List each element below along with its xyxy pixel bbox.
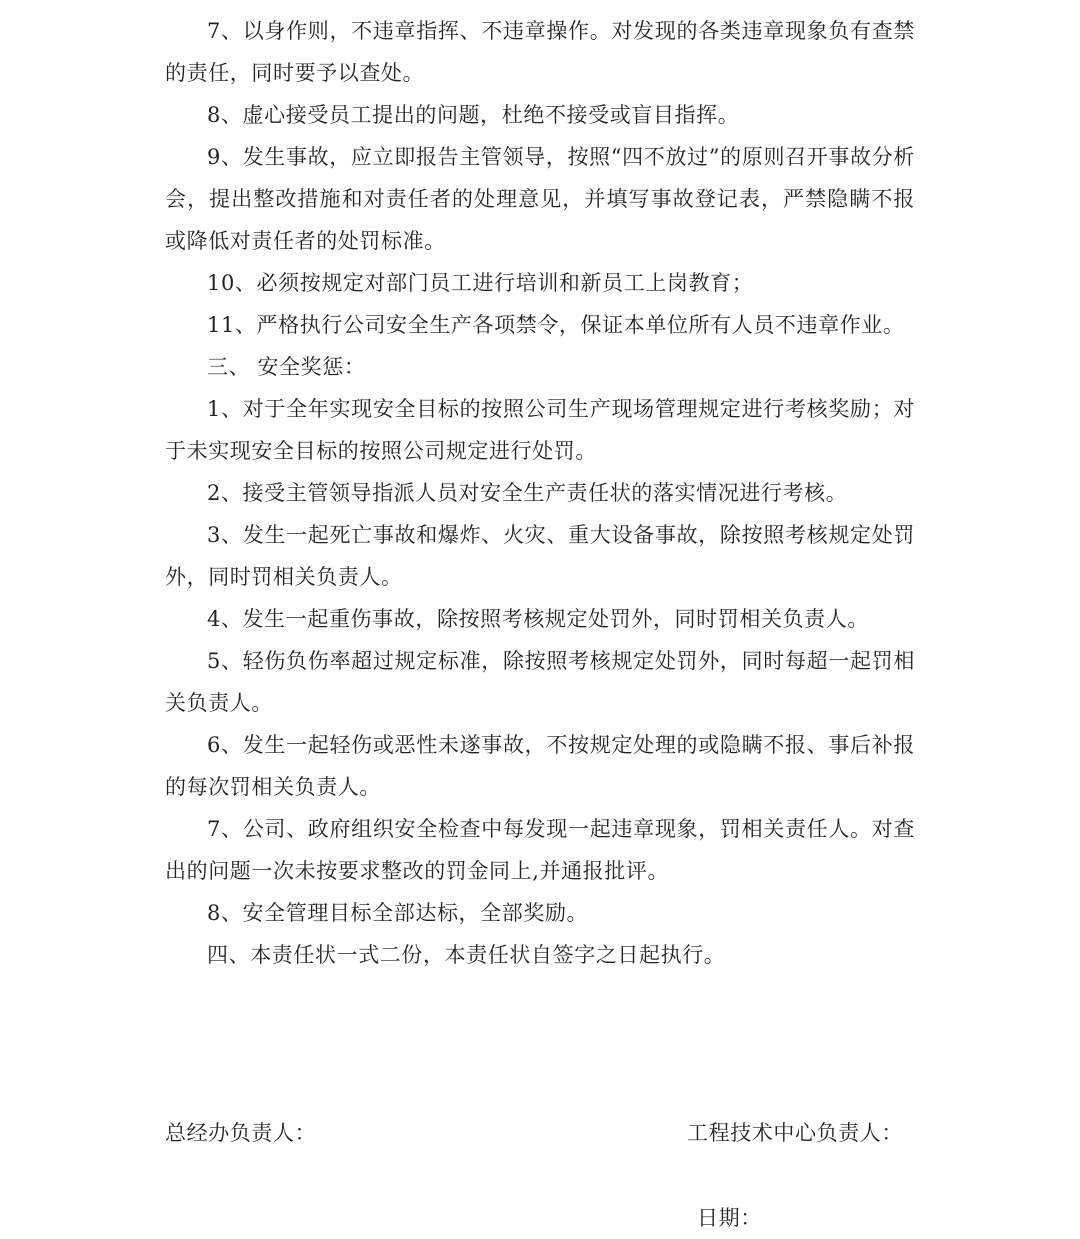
section-four-copies: 四、本责任状一式二份，本责任状自签字之日起执行。 xyxy=(207,943,726,967)
paragraph-11-safety-bans: 11、严格执行公司安全生产各项禁令，保证本单位所有人员不违章作业。 xyxy=(207,313,905,337)
reward-item-2: 2、接受主管领导指派人员对安全生产责任状的落实情况进行考核。 xyxy=(207,481,848,505)
signature-general-office-label: 总经办负责人： xyxy=(165,1121,317,1145)
reward-item-7: 7、公司、政府组织安全检查中每发现一起违章现象，罚相关责任人。对查出的问题一次未按要求整改的罚金同上,并通报批评。 xyxy=(165,817,915,883)
reward-item-1: 1、对于全年实现安全目标的按照公司生产现场管理规定进行考核奖励；对于未实现安全目标的按照公司规定进行处罚。 xyxy=(165,397,915,463)
paragraph-10-training: 10、必须按规定对部门员工进行培训和新员工上岗教育； xyxy=(207,271,754,295)
paragraph-8-accept-issues: 8、虚心接受员工提出的问题，杜绝不接受或盲目指挥。 xyxy=(207,103,740,127)
signature-engineering-center-label: 工程技术中心负责人： xyxy=(687,1121,903,1145)
reward-item-6: 6、发生一起轻伤或恶性未遂事故，不按规定处理的或隐瞒不报、事后补报的每次罚相关负责人。 xyxy=(165,733,915,799)
reward-item-4: 4、发生一起重伤事故，除按照考核规定处罚外，同时罚相关负责人。 xyxy=(207,607,869,631)
reward-item-8: 8、安全管理目标全部达标，全部奖励。 xyxy=(207,901,589,925)
reward-item-3: 3、发生一起死亡事故和爆炸、火灾、重大设备事故，除按照考核规定处罚外，同时罚相关负责人。 xyxy=(165,523,915,589)
reward-item-5: 5、轻伤负伤率超过规定标准，除按照考核规定处罚外，同时每超一起罚相关负责人。 xyxy=(165,649,915,715)
document-body xyxy=(165,10,915,976)
paragraph-7-lead-by-example: 7、以身作则，不违章指挥、不违章操作。对发现的各类违章现象负有查禁的责任，同时要予以查处。 xyxy=(165,19,915,85)
paragraph-9-accident-report: 9、发生事故，应立即报告主管领导，按照“四不放过”的原则召开事故分析会，提出整改措施和对责任者的处理意见，并填写事故登记表，严禁隐瞒不报或降低对责任者的处罚标准。 xyxy=(165,145,915,253)
section-heading-rewards-penalties: 三、 安全奖惩： xyxy=(207,355,366,379)
signature-date-label: 日期： xyxy=(697,1206,762,1230)
